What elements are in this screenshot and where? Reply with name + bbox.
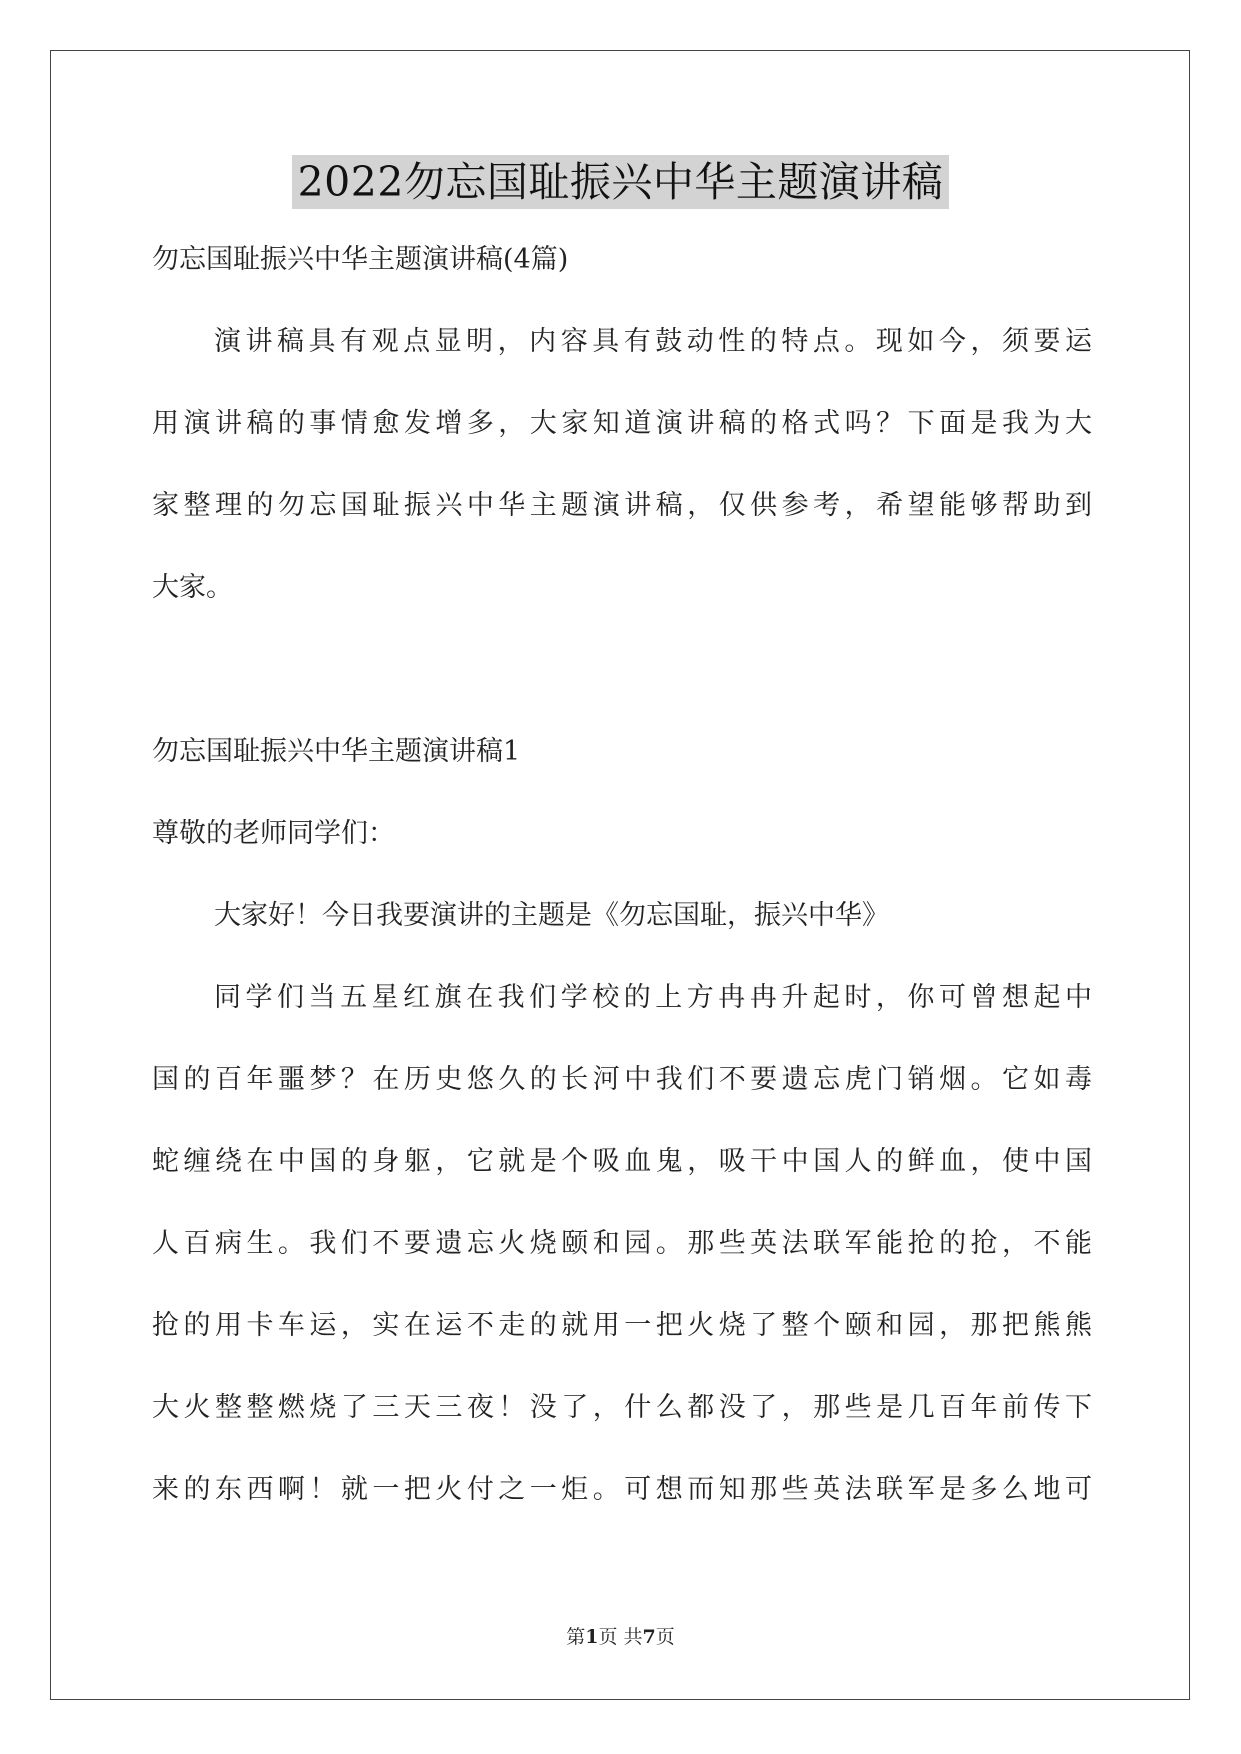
text-line: 大家好！今日我要演讲的主题是《勿忘国耻，振兴中华》 (214, 900, 889, 931)
footer-page-number: 1 (585, 1626, 599, 1648)
document-title-text: 2022勿忘国耻振兴中华主题演讲稿 (292, 155, 950, 209)
text-line: 人百病生。我们不要遗忘火烧颐和园。那些英法联军能抢的抢，不能 (152, 1228, 1092, 1259)
text-line: 演讲稿具有观点显明，内容具有鼓动性的特点。现如今，须要运 (214, 326, 1092, 357)
text-line: 用演讲稿的事情愈发增多，大家知道演讲稿的格式吗？下面是我为大 (152, 408, 1092, 439)
text-line: 大火整整燃烧了三天三夜！没了，什么都没了，那些是几百年前传下 (152, 1392, 1092, 1423)
text-line: 家整理的勿忘国耻振兴中华主题演讲稿，仅供参考，希望能够帮助到 (152, 490, 1092, 521)
text-line-subtitle: 勿忘国耻振兴中华主题演讲稿(4篇) (152, 244, 569, 275)
footer-page-suffix: 页 (655, 1626, 675, 1648)
footer-page-mid: 页 共 (598, 1626, 643, 1648)
text-line: 抢的用卡车运，实在运不走的就用一把火烧了整个颐和园，那把熊熊 (152, 1310, 1092, 1341)
paragraph-gap (152, 648, 1092, 730)
document-title (0, 155, 1241, 212)
page-footer (0, 1623, 1241, 1651)
text-line: 来的东西啊！就一把火付之一炬。可想而知那些英法联军是多么地可 (152, 1474, 1092, 1505)
document-body (152, 238, 1092, 1550)
section-heading: 勿忘国耻振兴中华主题演讲稿1 (152, 736, 521, 767)
salutation: 尊敬的老师同学们： (152, 818, 395, 849)
text-line: 国的百年噩梦？在历史悠久的长河中我们不要遗忘虎门销烟。它如毒 (152, 1064, 1092, 1095)
text-line: 蛇缠绕在中国的身躯，它就是个吸血鬼，吸干中国人的鲜血，使中国 (152, 1146, 1092, 1177)
text-line: 同学们当五星红旗在我们学校的上方冉冉升起时，你可曾想起中 (214, 982, 1092, 1013)
text-line: 大家。 (152, 572, 233, 603)
footer-total-pages: 7 (642, 1626, 656, 1648)
footer-page-prefix: 第 (566, 1626, 586, 1648)
